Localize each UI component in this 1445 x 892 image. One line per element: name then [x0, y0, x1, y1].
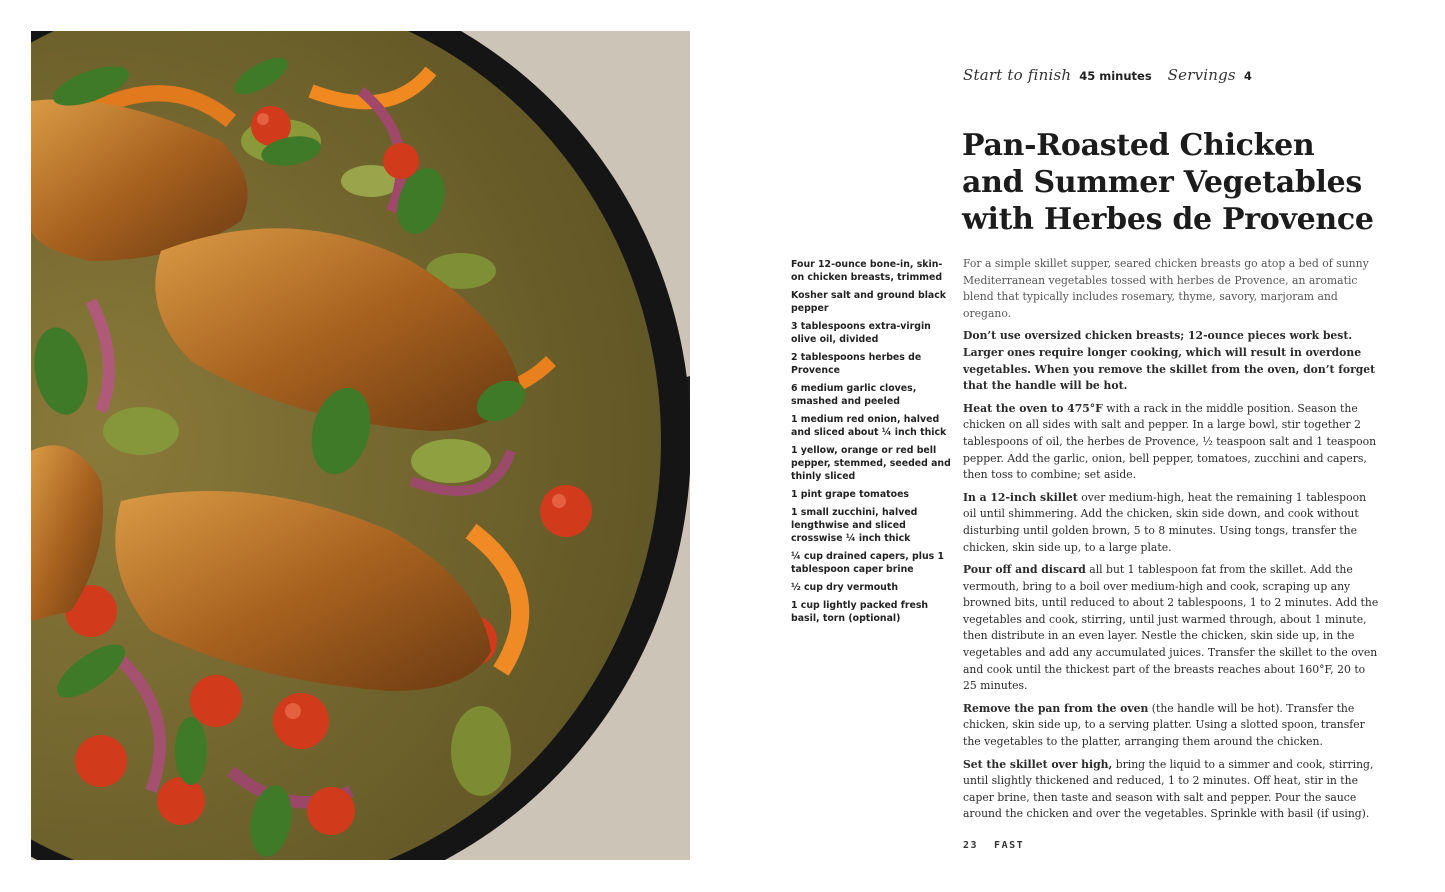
recipe-photo — [31, 31, 690, 860]
time-value: 45 minutes — [1079, 69, 1152, 83]
ingredient-item: 3 tablespoons extra-virgin olive oil, divided — [791, 321, 931, 345]
recipe-body — [963, 256, 1379, 829]
servings-label: Servings — [1167, 66, 1236, 84]
recipe-intro: For a simple skillet supper, seared chicken breasts go atop a bed of sunny Mediterranean vegetables tossed with herbes de Provence, an aromatic blend that typically includes rosemary, thyme, savory, marjoram and oregano. — [963, 257, 1369, 320]
page-folio — [963, 840, 1024, 851]
title-line-1: Pan-Roasted Chicken — [962, 128, 1315, 163]
step-lead: Set the skillet over high, — [963, 757, 1113, 771]
ingredient-list — [791, 258, 951, 630]
title-line-3: with Herbes de Provence — [962, 202, 1374, 237]
step-lead: Remove the pan from the oven — [963, 701, 1149, 715]
page-number: 23 — [963, 840, 979, 851]
step-lead: In a 12-inch skillet — [963, 490, 1078, 504]
ingredient-item: 1 medium red onion, halved and sliced about ¼ inch thick — [791, 414, 947, 438]
ingredient-item: Kosher salt and ground black pepper — [791, 290, 947, 314]
ingredient-item: 1 pint grape tomatoes — [791, 489, 910, 500]
ingredient-item: 2 tablespoons herbes de Provence — [791, 352, 922, 376]
ingredient-item: ¼ cup drained capers, plus 1 tablespoon caper brine — [791, 551, 945, 575]
ingredient-item: ½ cup dry vermouth — [791, 582, 899, 593]
step-lead: Pour off and discard — [963, 563, 1086, 577]
recipe-title — [962, 127, 1402, 238]
recipe-note: Don’t use oversized chicken breasts; 12-ounce pieces work best. Larger ones require longer cooking, which will result in overdone vegetables. When you remove the skillet from the oven, don’t forget that the handle will be hot. — [963, 329, 1376, 393]
recipe-step — [963, 401, 1379, 484]
time-label: Start to finish — [963, 66, 1072, 84]
title-line-2: and Summer Vegetables — [962, 165, 1362, 200]
ingredient-item: 1 yellow, orange or red bell pepper, stemmed, seeded and thinly sliced — [791, 445, 951, 482]
ingredient-item: 6 medium garlic cloves, smashed and peeled — [791, 383, 917, 407]
recipe-step — [963, 562, 1379, 695]
recipe-meta — [963, 66, 1260, 88]
section-name: FAST — [994, 840, 1025, 851]
step-text: over medium-high, heat the remaining 1 tablespoon oil until shimmering. Add the chicken, skin side down, and cook without disturbing until golden brown, 5 to 8 minutes. Using tongs, transfer the chicken, skin side up, to a large plate. — [963, 490, 1367, 554]
recipe-step — [963, 701, 1379, 751]
step-text: (the handle will be hot). Transfer the chicken, skin side up, to a serving platter. Using a slotted spoon, transfer the vegetables to the platter, arranging them around the chicken. — [963, 701, 1365, 749]
ingredient-item: 1 small zucchini, halved lengthwise and sliced crosswise ¼ inch thick — [791, 507, 918, 544]
ingredient-item: Four 12-ounce bone-in, skin-on chicken breasts, trimmed — [791, 259, 943, 283]
ingredient-item: 1 cup lightly packed fresh basil, torn (optional) — [791, 600, 929, 624]
step-text: all but 1 tablespoon fat from the skillet. Add the vermouth, bring to a boil over medium-high and cook, scraping up any browned bits, until reduced to about 2 tablespoons, 1 to 2 minutes. Add the vegetables and cook, stirring, until just warmed through, about 1 minute, then distribute in an even layer. Nestle the chicken, skin side up, in the vegetables and add any accumulated juices. Transfer the skillet to the oven and cook until the thickest part of the breasts reaches about 160°F, 20 to 25 minutes. — [963, 563, 1379, 693]
step-lead: Heat the oven to 475°F — [963, 401, 1103, 415]
recipe-step — [963, 490, 1379, 556]
step-text: bring the liquid to a simmer and cook, stirring, until slightly thickened and reduced, 1 to 2 minutes. Off heat, stir in the caper brine, then taste and season with salt and pepper. Pour the sauce around the chicken and over the vegetables. Sprinkle with basil (if using). — [963, 757, 1374, 821]
recipe-step — [963, 757, 1379, 823]
servings-value: 4 — [1243, 69, 1252, 83]
step-text: with a rack in the middle position. Season the chicken on all sides with salt and pepper. In a large bowl, stir together 2 tablespoons of oil, the herbes de Provence, ½ teaspoon salt and 1 teaspoon pepper. Add the garlic, onion, bell pepper, tomatoes, zucchini and capers, then toss to combine; set aside. — [963, 401, 1377, 482]
